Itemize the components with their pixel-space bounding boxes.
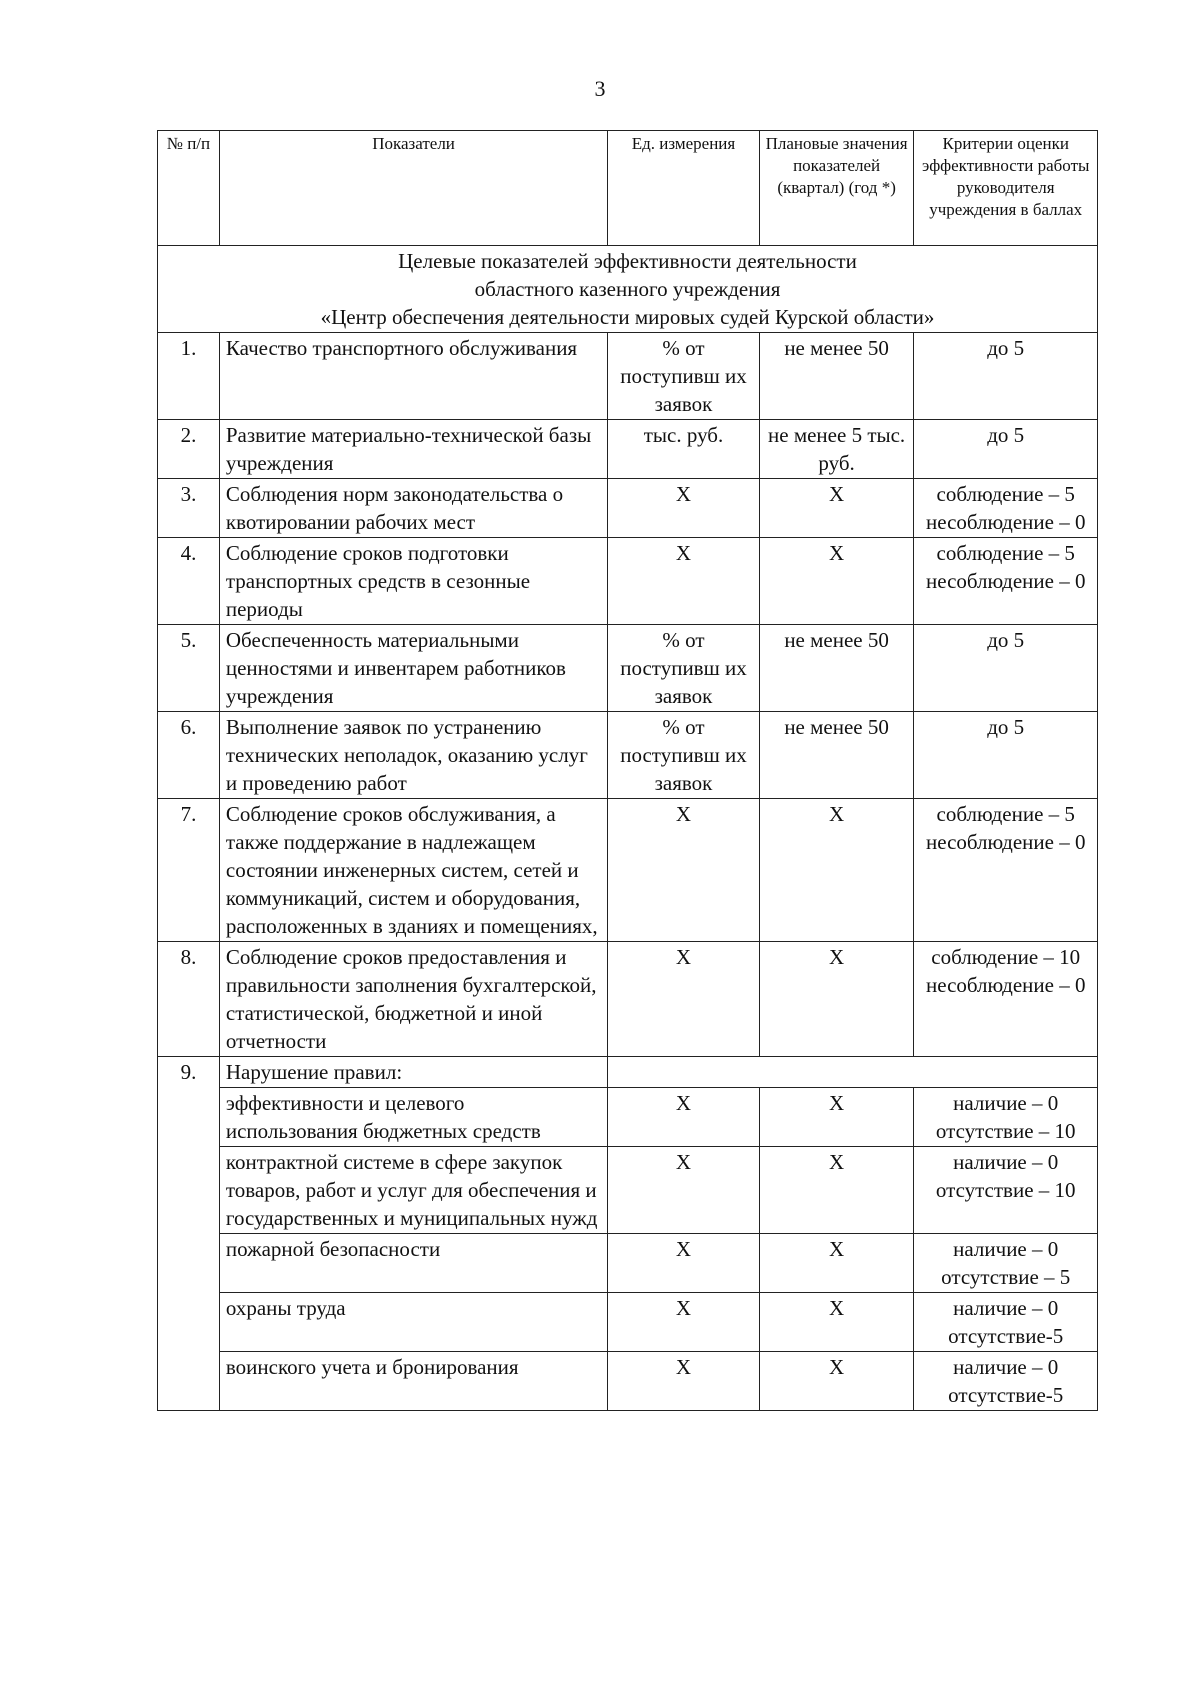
subrow-unit: X: [608, 1234, 760, 1293]
table-row: [158, 538, 1098, 625]
row-indicator: Соблюдение сроков предоставления и правильности заполнения бухгалтерской, статистической, бюджетной и иной отчетности: [219, 942, 607, 1057]
row-unit: % от поступивш их заявок: [608, 333, 760, 420]
subrow-criteria: наличие – 0 отсутствие – 10: [914, 1088, 1098, 1147]
header-plan: Плановые значения показателей (квартал) (год *): [759, 131, 914, 246]
header-unit: Ед. измерения: [608, 131, 760, 246]
table-subrow: [158, 1088, 1098, 1147]
row-unit: X: [608, 479, 760, 538]
subrow-unit: X: [608, 1352, 760, 1411]
subrow-indicator: пожарной безопасности: [219, 1234, 607, 1293]
row-plan: не менее 50: [759, 625, 914, 712]
row-num: 3.: [158, 479, 220, 538]
row-num: 1.: [158, 333, 220, 420]
row-indicator: Качество транспортного обслуживания: [219, 333, 607, 420]
row-plan: X: [759, 942, 914, 1057]
table-row: [158, 799, 1098, 942]
row-unit: % от поступивш их заявок: [608, 625, 760, 712]
row-criteria: соблюдение – 5 несоблюдение – 0: [914, 538, 1098, 625]
table-row: [158, 1057, 1098, 1088]
row-criteria: до 5: [914, 420, 1098, 479]
subrow-criteria: наличие – 0 отсутствие – 10: [914, 1147, 1098, 1234]
row-unit: X: [608, 538, 760, 625]
row-criteria: до 5: [914, 712, 1098, 799]
header-criteria: Критерии оценки эффективности работы руководителя учреждения в баллах: [914, 131, 1098, 246]
row-num: 9.: [158, 1057, 220, 1411]
row-criteria: соблюдение – 5 несоблюдение – 0: [914, 799, 1098, 942]
page-number: 3: [594, 76, 606, 101]
row-criteria: соблюдение – 10 несоблюдение – 0: [914, 942, 1098, 1057]
header-num: № п/п: [158, 131, 220, 246]
subrow-unit: X: [608, 1293, 760, 1352]
subrow-plan: X: [759, 1293, 914, 1352]
table-row: [158, 942, 1098, 1057]
row-num: 2.: [158, 420, 220, 479]
subrow-criteria: наличие – 0 отсутствие – 5: [914, 1234, 1098, 1293]
section-title-line: Целевые показателей эффективности деятельности: [398, 249, 857, 273]
row-indicator: Соблюдение сроков подготовки транспортных средств в сезонные периоды: [219, 538, 607, 625]
row-indicator: Соблюдение сроков обслуживания, а также поддержание в надлежащем состоянии инженерных систем, сетей и коммуникаций, систем и оборудования, расположенных в зданиях и помещениях,: [219, 799, 607, 942]
row-criteria: до 5: [914, 625, 1098, 712]
subrow-plan: X: [759, 1352, 914, 1411]
row-plan: не менее 5 тыс. руб.: [759, 420, 914, 479]
table-row: [158, 712, 1098, 799]
row-indicator: Соблюдения норм законодательства о квотировании рабочих мест: [219, 479, 607, 538]
row-criteria: до 5: [914, 333, 1098, 420]
table-row: [158, 479, 1098, 538]
section-title-row: [158, 246, 1098, 333]
row-plan: X: [759, 479, 914, 538]
subrow-plan: X: [759, 1088, 914, 1147]
row-num: 6.: [158, 712, 220, 799]
row-indicator: Развитие материально-технической базы учреждения: [219, 420, 607, 479]
row-indicator: Обеспеченность материальными ценностями и инвентарем работников учреждения: [219, 625, 607, 712]
table-subrow: [158, 1293, 1098, 1352]
row-empty-cell: [608, 1057, 1098, 1088]
section-title-line: областного казенного учреждения: [474, 277, 781, 301]
row-plan: не менее 50: [759, 333, 914, 420]
subrow-criteria: наличие – 0 отсутствие-5: [914, 1293, 1098, 1352]
subrow-plan: X: [759, 1147, 914, 1234]
subrow-plan: X: [759, 1234, 914, 1293]
subrow-indicator: контрактной системе в сфере закупок товаров, работ и услуг для обеспечения и государственных и муниципальных нужд: [219, 1147, 607, 1234]
row-plan: X: [759, 538, 914, 625]
section-title: [158, 246, 1098, 333]
table-header-row: [158, 131, 1098, 246]
row-num: 5.: [158, 625, 220, 712]
row-num: 4.: [158, 538, 220, 625]
row-num: 7.: [158, 799, 220, 942]
row-indicator: Выполнение заявок по устранению технических неполадок, оказанию услуг и проведению работ: [219, 712, 607, 799]
table-row: [158, 625, 1098, 712]
indicators-table: [157, 130, 1098, 1411]
table-subrow: [158, 1147, 1098, 1234]
subrow-indicator: эффективности и целевого использования бюджетных средств: [219, 1088, 607, 1147]
row-indicator: Нарушение правил:: [219, 1057, 607, 1088]
row-unit: X: [608, 942, 760, 1057]
subrow-indicator: воинского учета и бронирования: [219, 1352, 607, 1411]
subrow-criteria: наличие – 0 отсутствие-5: [914, 1352, 1098, 1411]
section-title-line: «Центр обеспечения деятельности мировых судей Курской области»: [320, 305, 935, 329]
row-criteria: соблюдение – 5 несоблюдение – 0: [914, 479, 1098, 538]
row-unit: X: [608, 799, 760, 942]
row-unit: тыс. руб.: [608, 420, 760, 479]
row-unit: % от поступивш их заявок: [608, 712, 760, 799]
table-row: [158, 333, 1098, 420]
subrow-unit: X: [608, 1147, 760, 1234]
row-num: 8.: [158, 942, 220, 1057]
subrow-indicator: охраны труда: [219, 1293, 607, 1352]
table-row: [158, 420, 1098, 479]
row-plan: X: [759, 799, 914, 942]
subrow-unit: X: [608, 1088, 760, 1147]
row-plan: не менее 50: [759, 712, 914, 799]
table-subrow: [158, 1352, 1098, 1411]
table-subrow: [158, 1234, 1098, 1293]
header-indicators: Показатели: [219, 131, 607, 246]
